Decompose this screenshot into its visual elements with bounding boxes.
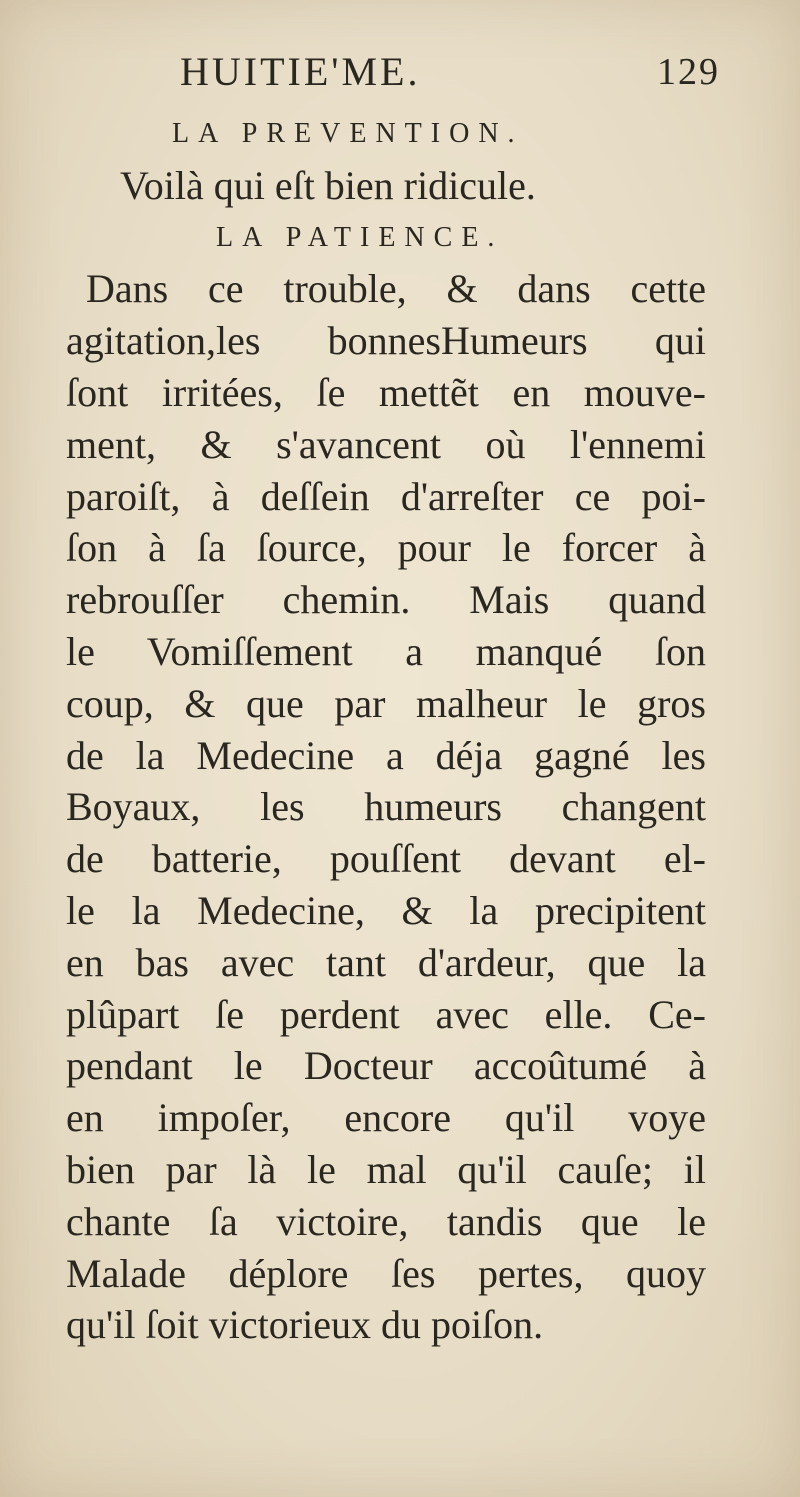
speech-line: en bas avec tant d'ardeur, que la	[66, 939, 706, 985]
speech-line: Voilà qui eſt bien ridicule.	[120, 162, 536, 208]
speech-line: chante ſa victoire, tandis que le	[66, 1198, 706, 1244]
speech-line: pendant le Docteur accoûtumé à	[66, 1043, 706, 1089]
speech-line: Malade déplore ſes pertes, quoy	[66, 1250, 706, 1296]
speech-line: le Vomiſſement a manqué ſon	[66, 628, 706, 674]
speaker-label-patience: LA PATIENCE.	[216, 221, 504, 253]
speech-line: bien par là le mal qu'il cauſe; il	[66, 1146, 706, 1192]
speech-line: ment, & s'avancent où l'ennemi	[66, 421, 706, 467]
running-head	[180, 48, 720, 98]
speech-line: qu'il ſoit victorieux du poiſon.	[66, 1302, 544, 1348]
speech-line: rebrouſſer chemin. Mais quand	[66, 577, 706, 623]
speech-line: de batterie, pouſſent devant el-	[66, 836, 706, 882]
speech-line: coup, & que par malheur le gros	[66, 680, 706, 726]
speech-line: de la Medecine a déja gagné les	[66, 732, 706, 778]
speech-line: agitation,les bonnesHumeurs qui	[66, 318, 706, 364]
speech-line: le la Medecine, & la precipitent	[66, 887, 706, 933]
speech-line: paroiſt, à deſſein d'arreſter ce poi-	[66, 473, 706, 519]
speech-line: ſon à ſa ſource, pour le forcer à	[66, 525, 706, 571]
speech-line: Dans ce trouble, & dans cette	[86, 266, 706, 312]
speech-line: en impoſer, encore qu'il voye	[66, 1095, 706, 1141]
speech-line: Boyaux, les humeurs changent	[66, 784, 706, 830]
speech-line: plûpart ſe perdent avec elle. Ce-	[66, 991, 706, 1037]
running-title: HUITIE'ME.	[180, 49, 421, 94]
page-number: 129	[657, 51, 720, 93]
speaker-label-prevention: LA PREVENTION.	[172, 118, 524, 149]
text-block	[66, 108, 706, 1351]
speech-line: ſont irritées, ſe mettẽt en mouve-	[66, 369, 706, 415]
